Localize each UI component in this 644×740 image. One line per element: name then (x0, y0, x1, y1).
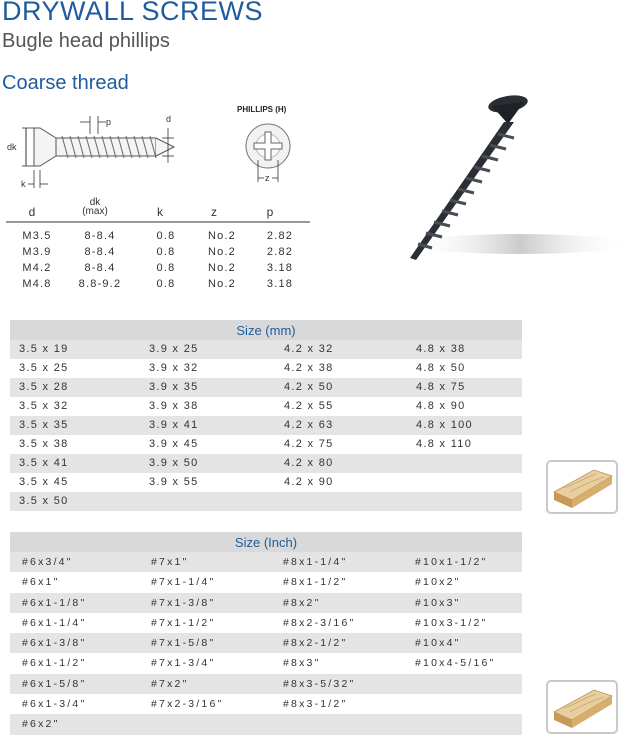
d-label: d (166, 114, 172, 124)
spec-header-dk-max: (max) (82, 206, 108, 217)
screw-photo (380, 92, 640, 272)
table-cell: #10x1-1/2" (415, 556, 488, 568)
table-cell: 3.5 x 45 (19, 476, 69, 488)
wood-board-thumbnail (546, 460, 618, 514)
table-cell: #6x1-5/8" (22, 677, 87, 690)
table-cell: #6x1-3/4" (22, 698, 87, 711)
table-cell: #6x1-3/8" (22, 637, 87, 650)
table-cell: 3.5 x 41 (19, 457, 69, 469)
spec-cell: 0.8 (156, 262, 176, 274)
table-cell: 4.8 x 90 (416, 400, 466, 412)
table-cell: 4.8 x 100 (416, 419, 473, 431)
table-row (10, 473, 522, 492)
size-mm-table (10, 320, 522, 511)
table-cell: #8x3" (283, 657, 321, 670)
table-row (10, 397, 522, 416)
spec-header-z: z (211, 205, 217, 219)
table-cell: 4.2 x 55 (284, 400, 334, 412)
table-cell: 4.8 x 110 (416, 438, 473, 450)
table-cell: 3.5 x 28 (19, 381, 69, 393)
table-row (10, 714, 522, 734)
size-inch-title: Size (Inch) (10, 532, 522, 552)
table-cell: 4.2 x 38 (284, 362, 334, 374)
table-cell: #7x1-1/4" (151, 576, 216, 589)
table-row (10, 572, 522, 592)
table-row (10, 633, 522, 653)
spec-header-k: k (157, 205, 163, 219)
table-row (10, 416, 522, 435)
spec-cell: 8.8-9.2 (78, 278, 122, 290)
phillips-head-icon (238, 118, 298, 188)
size-mm-title: Size (mm) (10, 320, 522, 340)
table-cell: #8x2" (283, 596, 321, 609)
spec-cell: 8-8.4 (84, 246, 116, 258)
table-row (10, 492, 522, 511)
table-cell: 3.9 x 35 (149, 381, 199, 393)
spec-cell: 0.8 (156, 246, 176, 258)
spec-cell: No.2 (207, 230, 237, 242)
table-cell: 4.2 x 90 (284, 476, 334, 488)
table-cell: #7x1-3/4" (151, 657, 216, 670)
table-cell: 3.9 x 55 (149, 476, 199, 488)
spec-cell: M4.2 (22, 262, 52, 274)
table-cell: 3.5 x 25 (19, 362, 69, 374)
table-cell: 3.5 x 35 (19, 419, 69, 431)
table-row (10, 340, 522, 359)
table-cell: 3.9 x 41 (149, 419, 199, 431)
table-cell: 3.5 x 38 (19, 438, 69, 450)
table-row (10, 454, 522, 473)
table-cell: 4.2 x 80 (284, 457, 334, 469)
table-cell: 4.8 x 75 (416, 381, 466, 393)
table-cell: #10x4-5/16" (415, 657, 496, 670)
table-row (10, 694, 522, 714)
spec-cell: 0.8 (156, 230, 176, 242)
spec-header-d: d (28, 205, 36, 219)
spec-header-dk: dk (89, 197, 101, 208)
spec-cell: 2.82 (266, 230, 294, 242)
spec-cell: 3.18 (266, 262, 294, 274)
table-cell: 3.9 x 50 (149, 457, 199, 469)
table-cell: 3.9 x 32 (149, 362, 199, 374)
table-cell: #10x2" (415, 576, 461, 589)
spec-cell: 3.18 (266, 278, 294, 290)
screw-dimension-diagram (4, 108, 194, 190)
table-cell: 3.9 x 25 (149, 343, 199, 355)
table-row (10, 378, 522, 397)
spec-cell: No.2 (207, 278, 237, 290)
table-cell: 3.5 x 19 (19, 343, 69, 355)
spec-cell: M4.8 (22, 278, 52, 290)
table-cell: #7x1-5/8" (151, 637, 216, 650)
table-cell: #8x2-3/16" (283, 616, 356, 629)
table-cell: #8x3-5/32" (283, 677, 356, 690)
table-row (10, 593, 522, 613)
table-cell: #8x1-1/4" (283, 556, 348, 568)
table-cell: #6x1" (22, 576, 60, 589)
z-label: z (265, 173, 270, 183)
p-label: p (106, 117, 112, 127)
table-cell: #10x3-1/2" (415, 616, 488, 629)
spec-cell: No.2 (207, 246, 237, 258)
table-cell: 3.9 x 38 (149, 400, 199, 412)
table-row (10, 653, 522, 673)
table-cell: 4.8 x 38 (416, 343, 466, 355)
table-cell: 3.5 x 32 (19, 400, 69, 412)
table-cell: #10x4" (415, 637, 461, 650)
table-cell: #6x1-1/2" (22, 657, 87, 670)
wood-board-icon (548, 682, 616, 732)
k-label: k (21, 179, 26, 189)
table-row (10, 674, 522, 694)
table-cell: #7x1-1/2" (151, 616, 216, 629)
table-cell: #10x3" (415, 596, 461, 609)
spec-cell: 2.82 (266, 246, 294, 258)
table-cell: #8x1-1/2" (283, 576, 348, 589)
table-row (10, 552, 522, 572)
table-cell: #6x3/4" (22, 556, 73, 568)
spec-cell: M3.5 (22, 230, 52, 242)
table-cell: 4.2 x 32 (284, 343, 334, 355)
table-cell: #6x1-1/4" (22, 616, 87, 629)
dk-label: dk (7, 142, 17, 152)
table-cell: #7x2-3/16" (151, 698, 224, 711)
page-title: DRYWALL SCREWS (2, 0, 264, 26)
table-cell: #7x1" (151, 556, 189, 568)
spec-header-p: p (266, 205, 274, 219)
table-cell: 3.5 x 50 (19, 495, 69, 507)
table-cell: #7x2" (151, 677, 189, 690)
spec-cell: 8-8.4 (84, 262, 116, 274)
table-cell: #6x2" (22, 718, 60, 731)
size-inch-table (10, 532, 522, 735)
table-cell: 4.8 x 50 (416, 362, 466, 374)
spec-cell: No.2 (207, 262, 237, 274)
wood-board-thumbnail (546, 680, 618, 734)
table-cell: #8x3-1/2" (283, 698, 348, 711)
table-cell: 4.2 x 75 (284, 438, 334, 450)
wood-board-icon (548, 462, 616, 512)
spec-cell: M3.9 (22, 246, 52, 258)
table-row (10, 359, 522, 378)
table-row (10, 435, 522, 454)
spec-divider (6, 221, 310, 223)
page-subtitle: Bugle head phillips (2, 30, 170, 52)
table-row (10, 613, 522, 633)
table-cell: 3.9 x 45 (149, 438, 199, 450)
table-cell: #6x1-1/8" (22, 596, 87, 609)
table-cell: 4.2 x 50 (284, 381, 334, 393)
phillips-label: PHILLIPS (H) (237, 105, 287, 114)
table-cell: #7x1-3/8" (151, 596, 216, 609)
table-cell: #8x2-1/2" (283, 637, 348, 650)
table-cell: 4.2 x 63 (284, 419, 334, 431)
spec-cell: 0.8 (156, 278, 176, 290)
spec-cell: 8-8.4 (84, 230, 116, 242)
section-heading: Coarse thread (2, 72, 129, 94)
